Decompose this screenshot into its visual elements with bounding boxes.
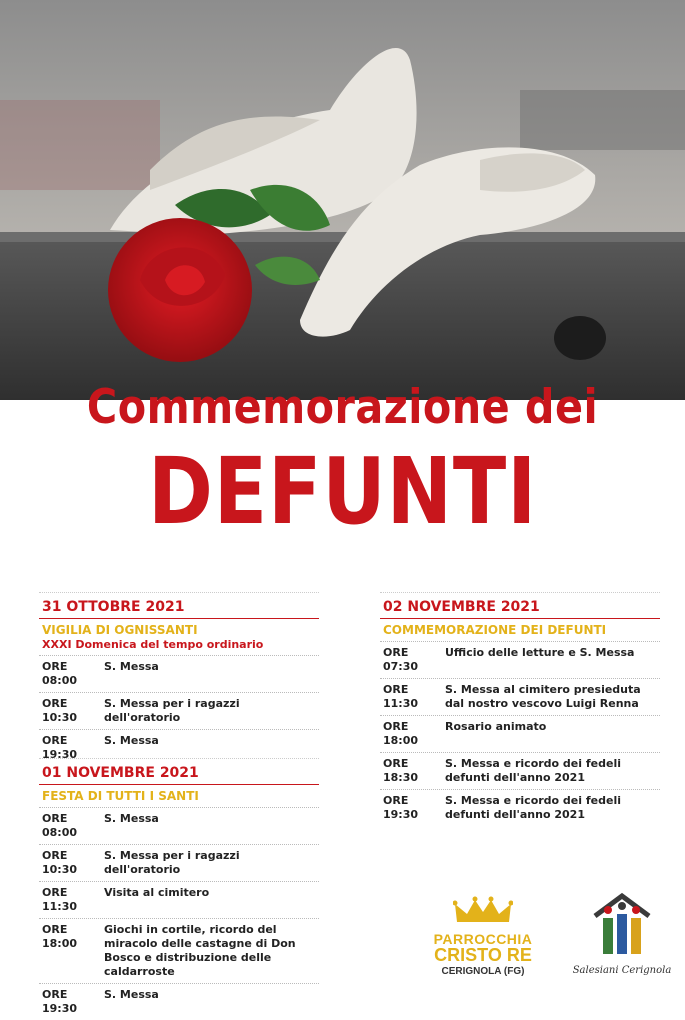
- schedule-row: [39, 918, 319, 983]
- parrocchia-label: PARROCCHIA: [433, 931, 533, 947]
- schedule-row: [39, 983, 319, 1020]
- row-time: ORE 10:30: [42, 697, 78, 724]
- schedule-row: [39, 844, 319, 881]
- row-time: ORE 07:30: [383, 646, 419, 673]
- row-desc: S. Messa per i ragazzi dell'oratorio: [104, 697, 240, 724]
- schedule-row: [380, 715, 660, 752]
- day-date: 02 NOVEMBRE 2021: [380, 592, 660, 619]
- row-time: ORE 11:30: [383, 683, 419, 710]
- schedule-day-1: [39, 592, 319, 766]
- schedule-row: [39, 807, 319, 844]
- salesiani-caption: Salesiani Cerignola: [572, 965, 672, 976]
- row-time: ORE 08:00: [42, 812, 78, 839]
- row-time: ORE 19:30: [383, 794, 419, 821]
- row-desc: Ufficio delle letture e S. Messa: [445, 646, 635, 659]
- schedule-day-3: [380, 592, 660, 826]
- row-time: ORE 18:00: [42, 923, 78, 950]
- day-date: 01 NOVEMBRE 2021: [39, 758, 319, 785]
- row-time: ORE 18:30: [383, 757, 419, 784]
- parrocchia-city: CERIGNOLA (FG): [441, 966, 525, 977]
- row-desc: S. Messa: [104, 660, 159, 673]
- row-desc: Rosario animato: [445, 720, 547, 733]
- day-feast: COMMEMORAZIONE DEI DEFUNTI: [383, 623, 607, 637]
- day-feast: VIGILIA DI OGNISSANTI: [42, 623, 198, 637]
- schedule-row: [380, 752, 660, 789]
- row-desc: S. Messa: [104, 812, 159, 825]
- day-feast: FESTA DI TUTTI I SANTI: [42, 789, 199, 803]
- row-desc: Giochi in cortile, ricordo del miracolo delle castagne di Don Bosco e distribuzione delle caldarroste: [104, 923, 296, 978]
- page-title-line2: DEFUNTI: [147, 438, 538, 545]
- salesiani-emblem-icon: [587, 886, 657, 958]
- schedule-day-2: [39, 758, 319, 1020]
- schedule-row: [39, 881, 319, 918]
- schedule-row: [380, 789, 660, 826]
- schedule-row: [380, 641, 660, 678]
- row-time: ORE 19:30: [42, 988, 78, 1015]
- parrocchia-logo: [428, 896, 538, 977]
- row-desc: S. Messa per i ragazzi dell'oratorio: [104, 849, 240, 876]
- row-time: ORE 10:30: [42, 849, 78, 876]
- day-date: 31 OTTOBRE 2021: [39, 592, 319, 619]
- parrocchia-name: CRISTO RE: [434, 945, 532, 965]
- row-time: ORE 19:30: [42, 734, 78, 761]
- page-title-line1: Commemorazione dei: [86, 380, 599, 435]
- row-desc: S. Messa e ricordo dei fedeli defunti dell'anno 2021: [445, 757, 621, 784]
- row-desc: Visita al cimitero: [104, 886, 210, 899]
- schedule-row: [39, 655, 319, 692]
- salesiani-logo: [572, 886, 672, 976]
- row-desc: S. Messa al cimitero presieduta dal nostro vescovo Luigi Renna: [445, 683, 641, 710]
- crown-icon: [453, 896, 513, 926]
- header-photo: [0, 0, 685, 400]
- row-desc: S. Messa: [104, 734, 159, 747]
- schedule-row: [380, 678, 660, 715]
- day-subtitle: XXXI Domenica del tempo ordinario: [42, 638, 264, 651]
- row-time: ORE 18:00: [383, 720, 419, 747]
- schedule-row: [39, 692, 319, 729]
- row-desc: S. Messa e ricordo dei fedeli defunti dell'anno 2021: [445, 794, 621, 821]
- row-time: ORE 11:30: [42, 886, 78, 913]
- row-desc: S. Messa: [104, 988, 159, 1001]
- row-time: ORE 08:00: [42, 660, 78, 687]
